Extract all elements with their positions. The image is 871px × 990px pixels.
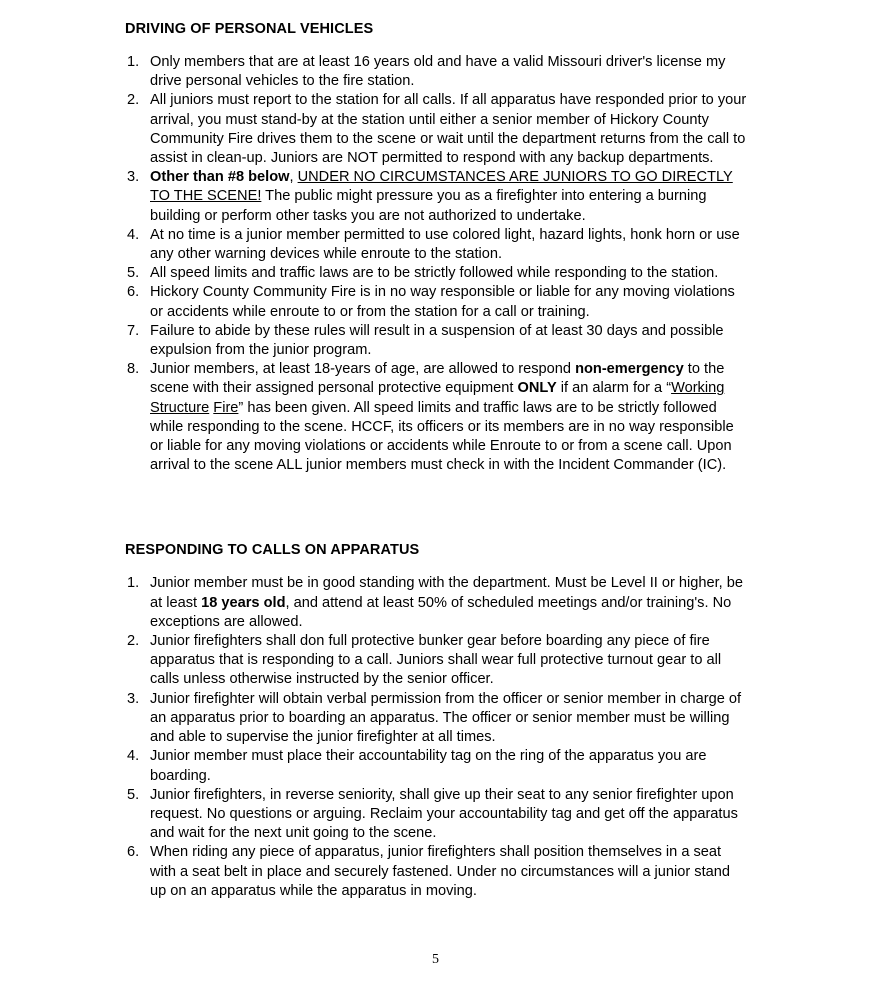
rule-text: All speed limits and traffic laws are to be strictly followed while responding to the station.	[150, 265, 719, 282]
rule-item	[125, 786, 750, 844]
rule-number: 3.	[127, 690, 140, 707]
rule-number: 6.	[127, 284, 140, 301]
rule-number: 2.	[127, 92, 140, 109]
rule-text: All juniors must report to the station for all calls. If all apparatus have responded prior to your arrival, you must stand-by at the station until either a senior member of Hickory County Community Fire drives them to the scene or wait until the department returns from the call to assist in clean-up. Juniors are NOT permitted to respond with any backup departments.	[150, 92, 747, 167]
page-number: 5	[432, 952, 439, 967]
rule-text: Junior firefighter will obtain verbal permission from the officer or senior member in charge of an apparatus prior to boarding an apparatus. The officer or senior member must be willing and able to supervise the junior firefighter at all times.	[150, 690, 742, 746]
rule-number: 1.	[127, 575, 140, 592]
rule-item	[125, 264, 750, 283]
rule-text: Other than #8 below, UNDER NO CIRCUMSTANCES ARE JUNIORS TO GO DIRECTLY TO THE SCENE! The public might pressure you as a firefighter into entering a burning building or perform other tasks you are not authorized to undertake.	[150, 169, 733, 224]
rules-list-driving-of-personal-vehicles	[125, 53, 750, 475]
rule-item	[125, 53, 750, 91]
rule-number: 3.	[127, 169, 140, 186]
rule-number: 7.	[127, 322, 140, 339]
bold-text: Other than #8 below	[150, 169, 290, 186]
rule-text: Junior firefighters, in reverse seniority, shall give up their seat to any senior firefighter upon request. No questions or arguing. Reclaim your accountability tag and get off the apparatus and wait for the next unit going to the scene.	[150, 786, 738, 842]
rule-item	[125, 322, 750, 360]
rule-text: Junior member must be in good standing with the department. Must be Level II or higher, be at least 18 years old, and attend at least 50% of scheduled meetings and/or training's. No exceptions are allowed.	[150, 575, 743, 630]
rule-text: Hickory County Community Fire is in no way responsible or liable for any moving violations or accidents while enroute to or from the station for a call or training.	[150, 284, 735, 320]
underlined-text: UNDER NO CIRCUMSTANCES ARE JUNIORS TO GO DIRECTLY TO THE SCENE!	[150, 169, 733, 205]
rule-item	[125, 690, 750, 748]
section-spacer	[125, 475, 750, 541]
rule-number: 5.	[127, 786, 140, 803]
rule-number: 4.	[127, 748, 140, 765]
rule-text: Junior firefighters shall don full protective bunker gear before boarding any piece of fire apparatus that is responding to a call. Juniors shall wear full protective turnout gear to all calls unless otherwise instructed by the senior officer.	[150, 633, 722, 688]
rule-item	[125, 574, 750, 632]
rules-list-responding-to-calls-on-apparatus	[125, 574, 750, 900]
rule-item	[125, 168, 750, 226]
rule-text: Failure to abide by these rules will result in a suspension of at least 30 days and possible expulsion from the junior program.	[150, 322, 724, 359]
section-heading-responding-to-calls-on-apparatus: RESPONDING TO CALLS ON APPARATUS	[125, 542, 420, 559]
document-body	[125, 20, 750, 901]
rule-text: At no time is a junior member permitted to use colored light, hazard lights, honk horn or use any other warning devices while enroute to the station.	[150, 226, 740, 263]
rule-number: 5.	[127, 265, 140, 282]
rule-text: Only members that are at least 16 years old and have a valid Missouri driver's license my drive personal vehicles to the fire station.	[150, 54, 726, 90]
rule-number: 8.	[127, 361, 140, 378]
rule-item	[125, 843, 750, 901]
rule-item	[125, 360, 750, 475]
rule-item	[125, 283, 750, 321]
section-heading-driving-of-personal-vehicles: DRIVING OF PERSONAL VEHICLES	[125, 21, 374, 37]
rule-number: 2.	[127, 633, 140, 650]
rule-number: 6.	[127, 844, 140, 861]
underlined-text: Fire	[213, 399, 239, 416]
rule-number: 1.	[127, 54, 140, 70]
rule-item	[125, 226, 750, 264]
underlined-text: Structure	[150, 399, 210, 416]
underlined-text: Working	[671, 380, 725, 397]
rule-item	[125, 632, 750, 690]
rule-text: Junior member must place their accountability tag on the ring of the apparatus you are boarding.	[150, 748, 707, 784]
rule-number: 4.	[127, 226, 140, 243]
rule-item	[125, 91, 750, 168]
bold-text: ONLY	[517, 380, 557, 397]
bold-text: 18 years old	[201, 594, 286, 611]
bold-text: non-emergency	[575, 361, 684, 378]
rule-text: When riding any piece of apparatus, junior firefighters shall position themselves in a seat with a seat belt in place and securely fastened. Under no circumstances will a junior stand up on an apparatus while the apparatus in moving.	[150, 844, 731, 899]
rule-item	[125, 747, 750, 785]
rule-text: Junior members, at least 18-years of age, are allowed to respond non-emergency to the scene with their assigned personal protective equipment ONLY if an alarm for a “Working Structure Fire” has been given. All speed limits and traffic laws are to be strictly followed while responding to the scene. HCCF, its officers or its members are in no way responsible or liable for any moving violations or accidents while Enroute to or from a scene call. Upon arrival to the scene ALL junior members must check in with the Incident Commander (IC).	[150, 361, 734, 474]
